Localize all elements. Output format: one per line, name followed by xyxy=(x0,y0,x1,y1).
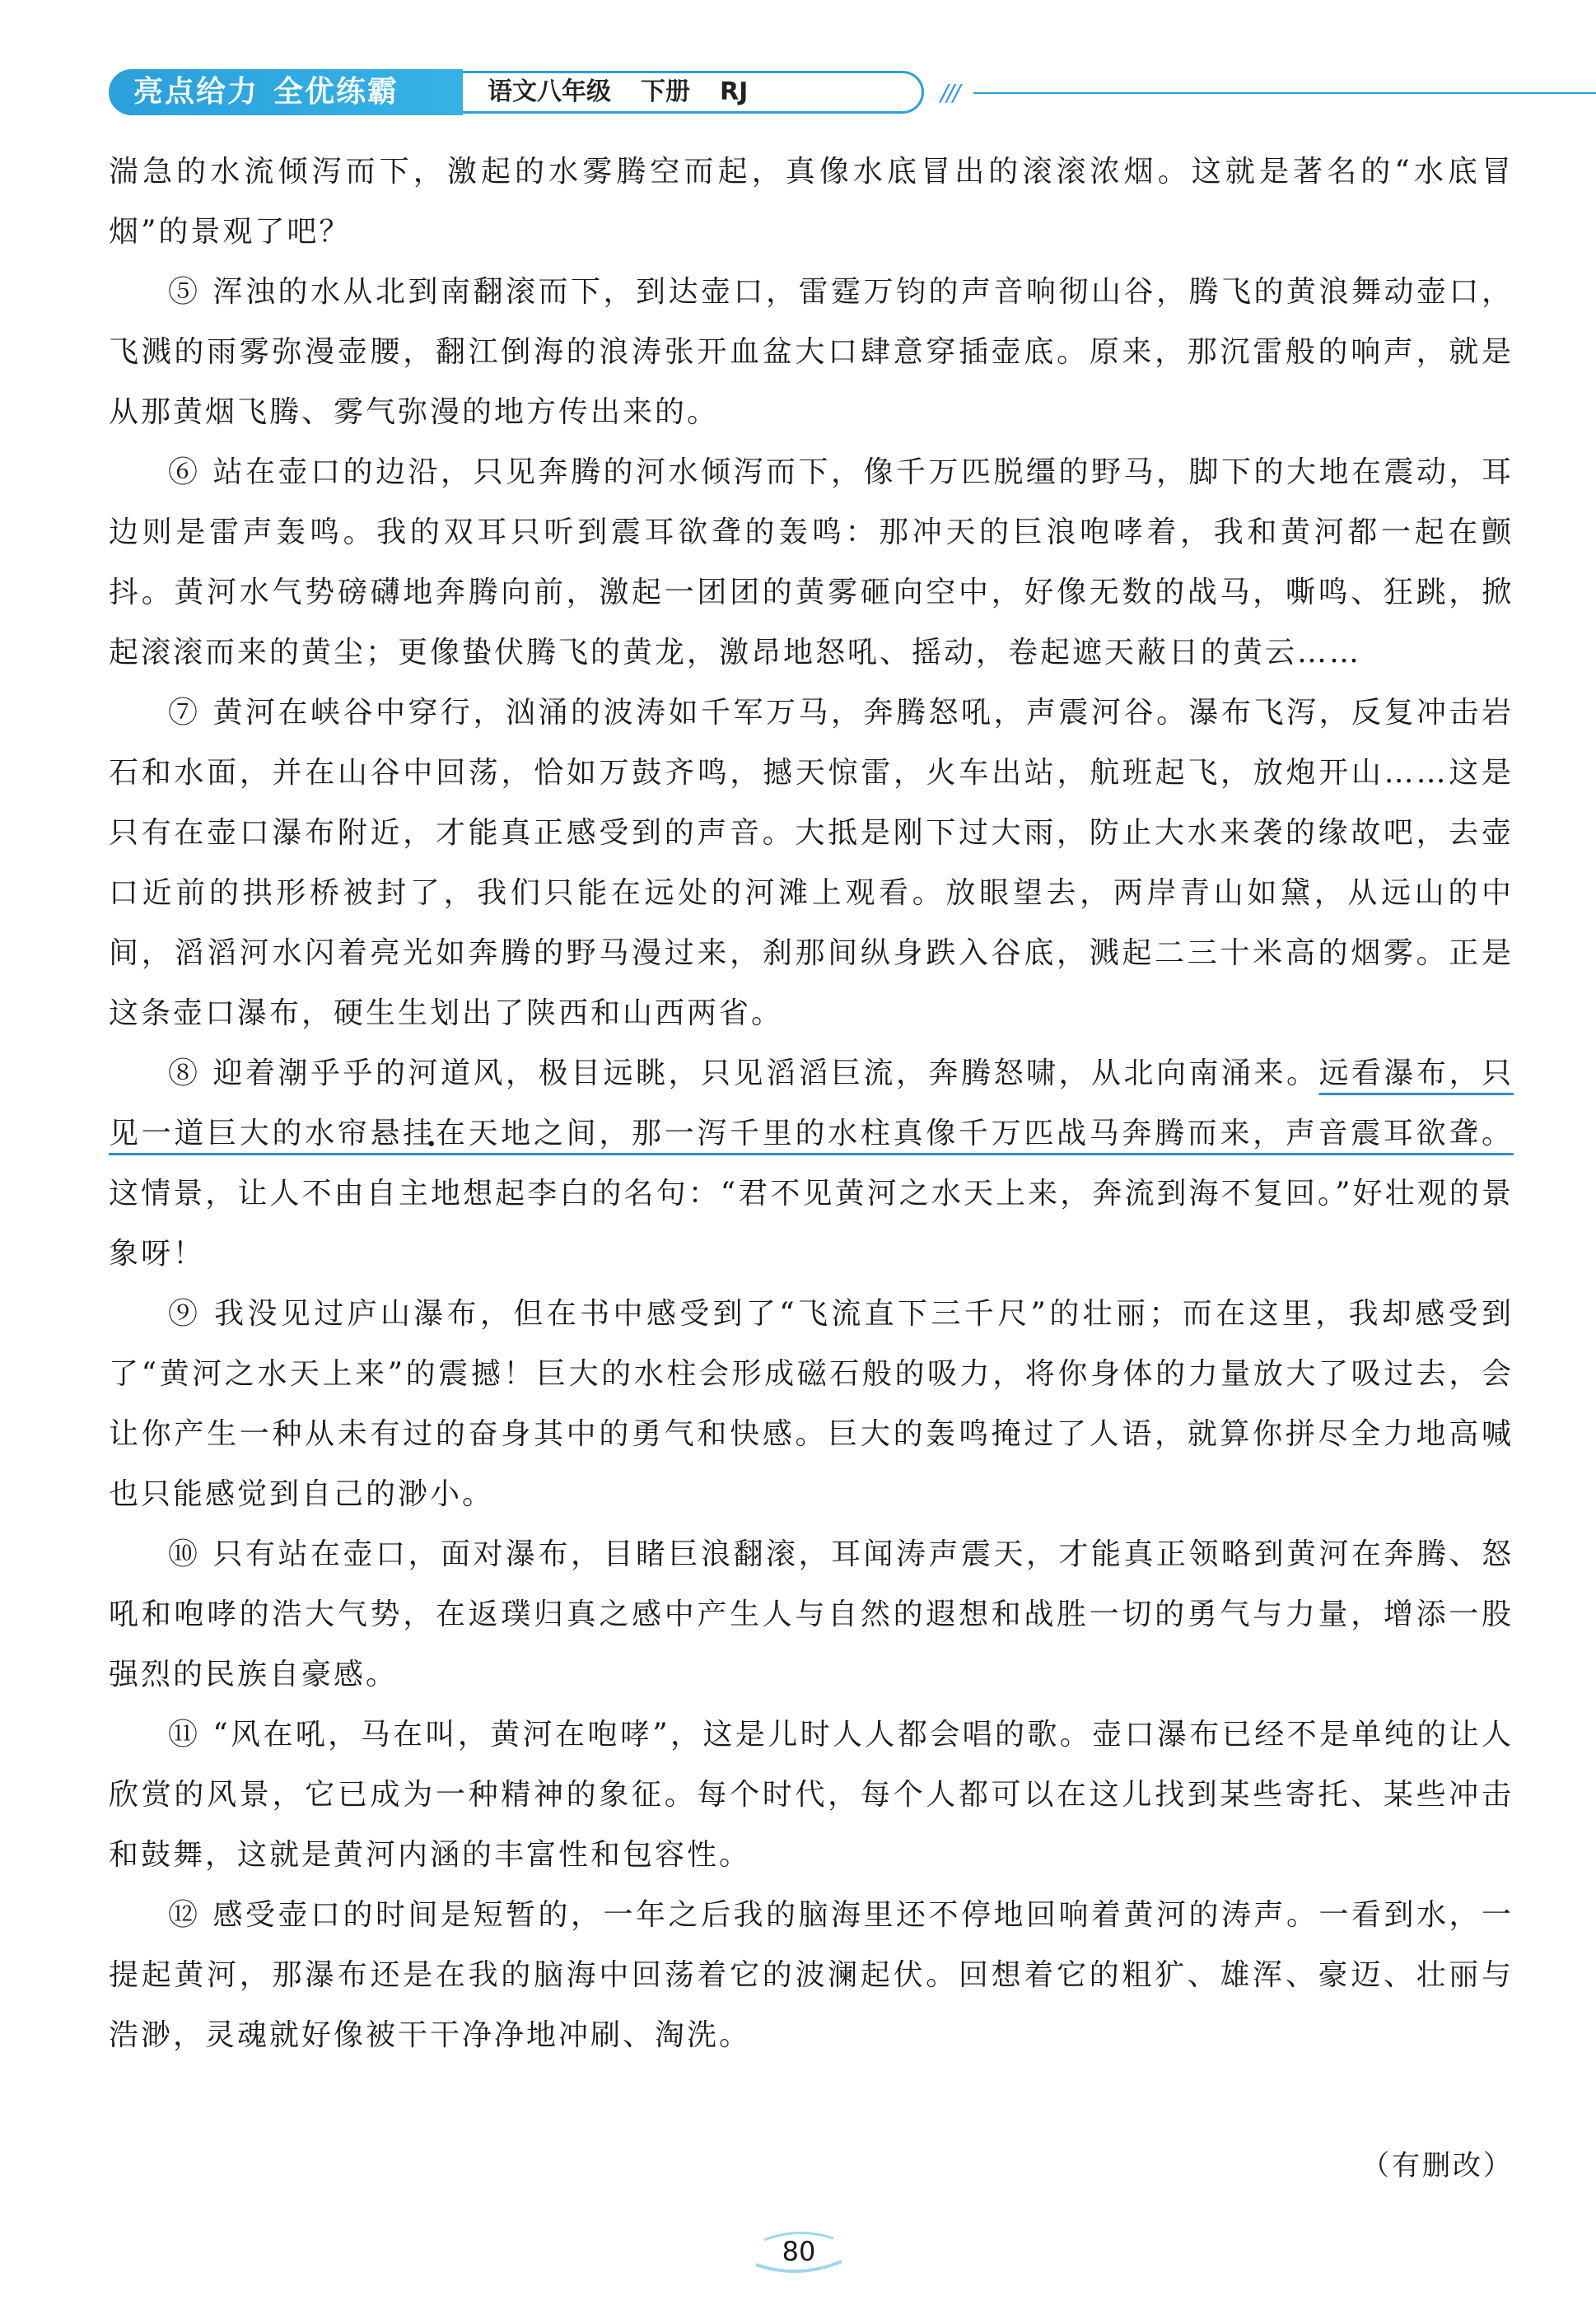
underlined-sentence: 远看瀑布，只见一道巨大的水帘悬挂在天地之间，那一泻千里的水柱真像千万匹战马奔腾而来，声音震耳欲聋。 xyxy=(109,1057,1514,1150)
paragraph-7: ⑦ 黄河在峡谷中穿行，汹涌的波涛如千军万马，奔腾怒吼，声震河谷。瀑布飞泻，反复冲击岩石和水面，并在山谷中回荡，恰如万鼓齐鸣，撼天惊雷，火车出站，航班起飞，放炮开山……这是只有在壶口瀑布附近，才能真正感受到的声音。大抵是刚下过大雨，防止大水来袭的缘故吧，去壶口近前的拱形桥被封了，我们只能在远处的河滩上观看。放眼望去，两岸青山如黛，从远山的中间，滔滔河水闪着亮光如奔腾的野马漫过来，刹那间纵身跌入谷底，溅起二三十米高的烟雾。正是这条壶口瀑布，硬生生划出了陕西和山西两省。 xyxy=(109,696,1514,1030)
subject-label xyxy=(463,71,924,114)
page-header xyxy=(109,69,1514,115)
paragraph-8 xyxy=(109,1043,1514,1284)
paragraph-5: ⑤ 浑浊的水从北到南翻滚而下，到达壶口，雷霆万钧的声音响彻山谷，腾飞的黄浪舞动壶口，飞溅的雨雾弥漫壶腰，翻江倒海的浪涛张开血盆大口肆意穿插壶底。原来，那沉雷般的响声，就是从那黄烟飞腾、雾气弥漫的地方传出来的。 xyxy=(109,275,1514,429)
paragraph-6: ⑥ 站在壶口的边沿，只见奔腾的河水倾泻而下，像千万匹脱缰的野马，脚下的大地在震动，耳边则是雷声轰鸣。我的双耳只听到震耳欲聋的轰鸣：那冲天的巨浪咆哮着，我和黄河都一起在颤抖。黄河水气势磅礴地奔腾向前，激起一团团的黄雾砸向空中，好像无数的战马，嘶鸣、狂跳，掀起滚滚而来的黄尘；更像蛰伏腾飞的黄龙，激昂地怒吼、摇动，卷起遮天蔽日的黄云…… xyxy=(109,455,1514,669)
paragraph-9: ⑨ 我没见过庐山瀑布，但在书中感受到了“飞流直下三千尺”的壮丽；而在这里，我却感受到了“黄河之水天上来”的震撼！巨大的水柱会形成磁石般的吸力，将你身体的力量放大了吸过去，会让你产生一种从未有过的奋身其中的勇气和快感。巨大的轰鸣掩过了人语，就算你拼尽全力地高喊也只能感觉到自己的渺小。 xyxy=(109,1297,1514,1511)
header-slashes-icon: /// xyxy=(940,79,959,106)
paragraph-12: ⑫ 感受壶口的时间是短暂的，一年之后我的脑海里还不停地回响着黄河的涛声。一看到水，一提起黄河，那瀑布还是在我的脑海中回荡着它的波澜起伏。回想着它的粗犷、雄浑、豪迈、壮丽与浩渺，灵魂就好像被干干净净地冲刷、淘洗。 xyxy=(109,1898,1514,2052)
subject-edition: RJ xyxy=(720,77,749,106)
brand-banner xyxy=(109,69,463,115)
page-number-text: 80 xyxy=(782,2236,816,2267)
brand-right: 全优练霸 xyxy=(273,75,399,109)
edit-note: （有删改） xyxy=(1361,2149,1514,2182)
article-body xyxy=(109,142,1514,2065)
paragraph-4-end: 湍急的水流倾泻而下，激起的水雾腾空而起，真像水底冒出的滚滚浓烟。这就是著名的“水底冒烟”的景观了吧？ xyxy=(109,155,1514,249)
paragraph-10: ⑩ 只有站在壶口，面对瀑布，目睹巨浪翻滚，耳闻涛声震天，才能真正领略到黄河在奔腾、怒吼和咆哮的浩大气势，在返璞归真之感中产生人与自然的遐想和战胜一切的勇气与力量，增添一股强烈的民族自豪感。 xyxy=(109,1537,1514,1691)
header-divider xyxy=(973,92,1596,94)
paragraph-8-tail: 这情景，让人不由自主地想起李白的名句：“君不见黄河之水天上来，奔流到海不复回。”好壮观的景象呀！ xyxy=(109,1177,1514,1271)
subject-grade: 语文八年级 xyxy=(488,77,611,106)
paragraph-8-lead: ⑧ 迎着潮乎乎的河道风，极目远眺，只见滔滔巨流，奔腾怒啸，从北向南涌来。 xyxy=(168,1057,1319,1090)
page-number xyxy=(748,2228,850,2274)
dotted-word: 悬挂 xyxy=(370,1117,436,1150)
brand-left: 亮点给力 xyxy=(133,75,259,109)
subject-volume: 下册 xyxy=(641,77,690,106)
paragraph-11: ⑪ “风在吼，马在叫，黄河在咆哮”，这是儿时人人都会唱的歌。壶口瀑布已经不是单纯的让人欣赏的风景，它已成为一种精神的象征。每个时代，每个人都可以在这儿找到某些寄托、某些冲击和鼓舞，这就是黄河内涵的丰富性和包容性。 xyxy=(109,1718,1514,1872)
